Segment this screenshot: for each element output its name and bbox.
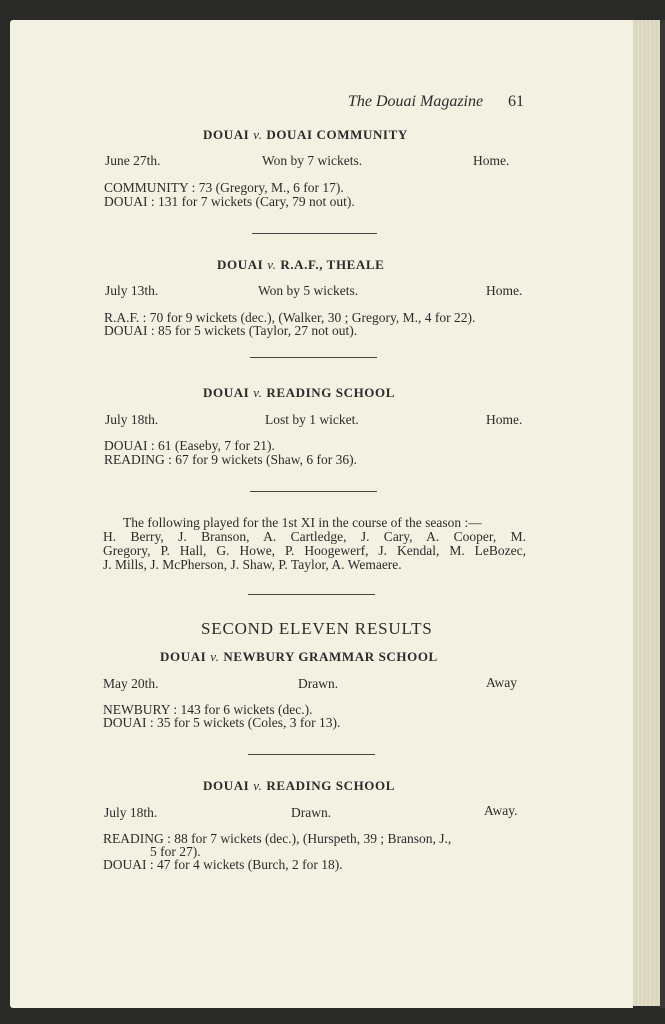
score-line: DOUAI : 47 for 4 wickets (Burch, 2 for 18). xyxy=(103,857,343,872)
match-venue: Away. xyxy=(484,803,518,818)
divider xyxy=(252,233,377,234)
book-cover-edge xyxy=(660,20,665,1008)
match-title: DOUAI v. READING SCHOOL xyxy=(203,778,395,793)
match-date: July 18th. xyxy=(105,412,159,427)
score-line: DOUAI : 61 (Easeby, 7 for 21). xyxy=(104,438,275,453)
match-title: DOUAI v. READING SCHOOL xyxy=(203,385,395,400)
score-line: COMMUNITY : 73 (Gregory, M., 6 for 17). xyxy=(104,180,344,195)
divider xyxy=(248,754,375,755)
match-result: Drawn. xyxy=(298,676,339,691)
match-venue: Home. xyxy=(486,412,523,427)
score-line: R.A.F. : 70 for 9 wickets (dec.), (Walker, 30 ; Gregory, M., 4 for 22). xyxy=(104,310,476,325)
match-venue: Away xyxy=(486,675,518,690)
score-line: DOUAI : 35 for 5 wickets (Coles, 3 for 13). xyxy=(103,715,341,730)
match-result: Won by 5 wickets. xyxy=(258,283,359,298)
divider xyxy=(248,594,375,595)
score-line: DOUAI : 85 for 5 wickets (Taylor, 27 not out). xyxy=(104,323,358,338)
paragraph-line: J. Mills, J. McPherson, J. Shaw, P. Taylor, A. Wemaere. xyxy=(103,557,402,572)
score-line: 5 for 27). xyxy=(150,844,201,859)
match-venue: Home. xyxy=(473,153,510,168)
match-result: Won by 7 wickets. xyxy=(262,153,363,168)
page-edges xyxy=(633,20,663,1006)
match-title: DOUAI v. NEWBURY GRAMMAR SCHOOL xyxy=(160,649,438,664)
score-line: DOUAI : 131 for 7 wickets (Cary, 79 not out). xyxy=(104,194,355,209)
section-heading: SECOND ELEVEN RESULTS xyxy=(201,619,433,638)
score-line: NEWBURY : 143 for 6 wickets (dec.). xyxy=(103,702,313,717)
match-date: July 13th. xyxy=(105,283,159,298)
match-title: DOUAI v. R.A.F., THEALE xyxy=(217,257,385,272)
match-result: Lost by 1 wicket. xyxy=(265,412,359,427)
running-title: The Douai Magazine xyxy=(348,93,484,110)
score-line: READING : 67 for 9 wickets (Shaw, 6 for 36). xyxy=(104,452,357,467)
paragraph-line: Gregory, P. Hall, G. Howe, P. Hoogewerf, J. Kendal, M. LeBozec, xyxy=(103,543,526,558)
match-result: Drawn. xyxy=(291,805,332,820)
players-paragraph xyxy=(103,516,526,572)
score-line: READING : 88 for 7 wickets (dec.), (Hurspeth, 39 ; Branson, J., xyxy=(103,831,452,846)
match-venue: Home. xyxy=(486,283,523,298)
paragraph-line: H. Berry, J. Branson, A. Cartledge, J. Cary, A. Cooper, M. xyxy=(103,529,526,544)
page-number: 61 xyxy=(508,93,524,110)
paragraph-line: The following played for the 1st XI in the course of the season :— xyxy=(123,515,482,530)
match-date: July 18th. xyxy=(104,805,158,820)
match-title: DOUAI v. DOUAI COMMUNITY xyxy=(203,127,408,142)
match-date: May 20th. xyxy=(103,676,159,691)
divider xyxy=(250,357,377,358)
divider xyxy=(250,491,377,492)
match-date: June 27th. xyxy=(105,153,161,168)
